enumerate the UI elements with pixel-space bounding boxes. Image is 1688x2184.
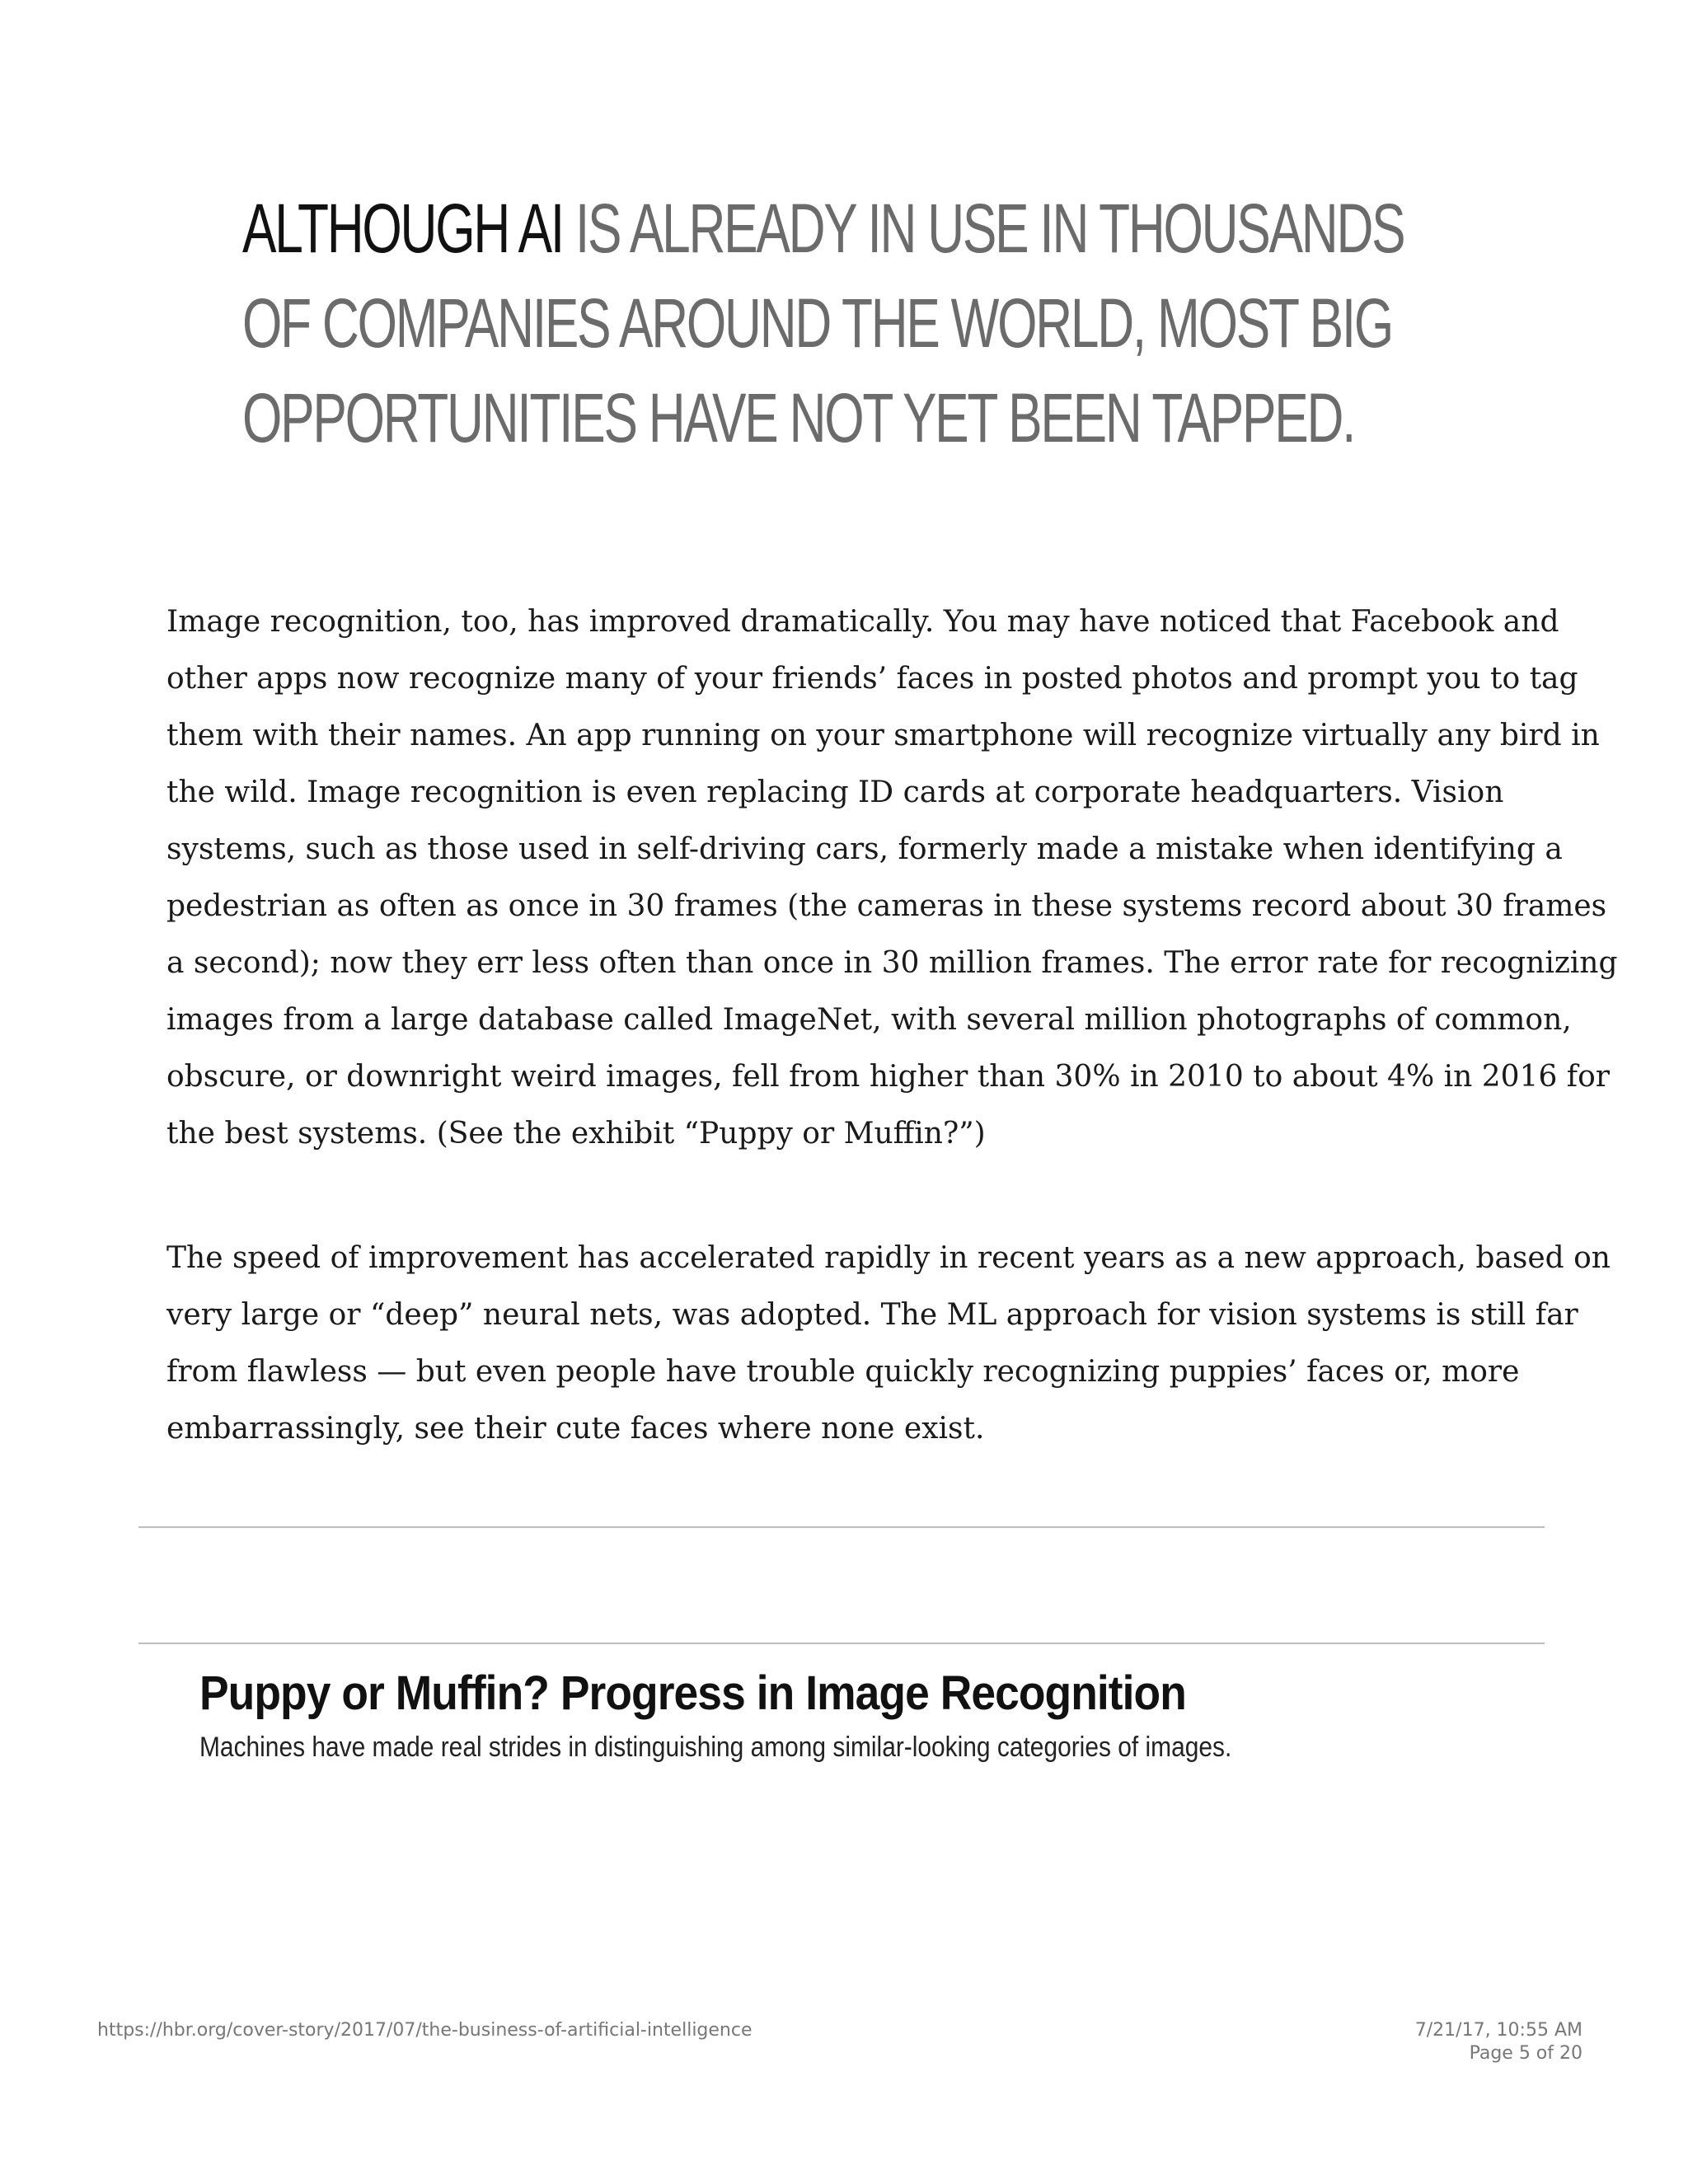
- paragraph-line: them with their names. An app running on your smartphone will recognize virtually any bird in: [166, 719, 1600, 752]
- pull-quote-line-1-rest: IS ALREADY IN USE IN THOUSANDS: [562, 190, 1404, 267]
- footer-timestamp: 7/21/17, 10:55 AM: [1414, 2020, 1582, 2041]
- section-divider: [138, 1526, 1545, 1528]
- article-paragraph-1: [166, 593, 1618, 1162]
- paragraph-line: obscure, or downright weird images, fell from higher than 30% in 2010 to about 4% in 2016 for: [166, 1060, 1611, 1094]
- pull-quote: [242, 181, 1404, 466]
- pull-quote-line-2: OF COMPANIES AROUND THE WORLD, MOST BIG: [242, 284, 1393, 362]
- footer-page-number: Page 5 of 20: [1469, 2043, 1582, 2064]
- paragraph-line: Image recognition, too, has improved dramatically. You may have noticed that Facebook and: [166, 605, 1559, 639]
- paragraph-line: embarrassingly, see their cute faces where none exist.: [166, 1412, 985, 1446]
- paragraph-line: pedestrian as often as once in 30 frames (the cameras in these systems record about 30 frames: [166, 889, 1607, 923]
- exhibit-top-divider: [138, 1643, 1545, 1644]
- paragraph-line: other apps now recognize many of your friends’ faces in posted photos and prompt you to tag: [166, 662, 1578, 696]
- paragraph-line: the best systems. (See the exhibit “Puppy or Muffin?”): [166, 1117, 986, 1151]
- article-paragraph-2: [166, 1230, 1611, 1457]
- paragraph-line: a second); now they err less often than once in 30 million frames. The error rate for recognizing: [166, 946, 1618, 980]
- pull-quote-line-1: [242, 181, 1404, 276]
- pull-quote-line-3: OPPORTUNITIES HAVE NOT YET BEEN TAPPED.: [242, 379, 1355, 457]
- paragraph-line: The speed of improvement has accelerated rapidly in recent years as a new approach, based on: [166, 1241, 1611, 1275]
- paragraph-line: very large or “deep” neural nets, was adopted. The ML approach for vision systems is still far: [166, 1298, 1578, 1332]
- exhibit-subtitle: Machines have made real strides in distinguishing among similar-looking categories of images.: [199, 1732, 1232, 1763]
- exhibit-title: Puppy or Muffin? Progress in Image Recognition: [199, 1666, 1186, 1720]
- paragraph-line: from flawless — but even people have trouble quickly recognizing puppies’ faces or, more: [166, 1355, 1520, 1389]
- pull-quote-lead: ALTHOUGH AI: [242, 190, 563, 267]
- paragraph-line: systems, such as those used in self-driving cars, formerly made a mistake when identifying a: [166, 832, 1563, 866]
- paragraph-line: images from a large database called ImageNet, with several million photographs of common,: [166, 1003, 1572, 1037]
- paragraph-line: the wild. Image recognition is even replacing ID cards at corporate headquarters. Vision: [166, 776, 1504, 809]
- footer-url: https://hbr.org/cover-story/2017/07/the-business-of-artificial-intelligence: [97, 2020, 753, 2041]
- footer-meta: [1415, 2019, 1582, 2065]
